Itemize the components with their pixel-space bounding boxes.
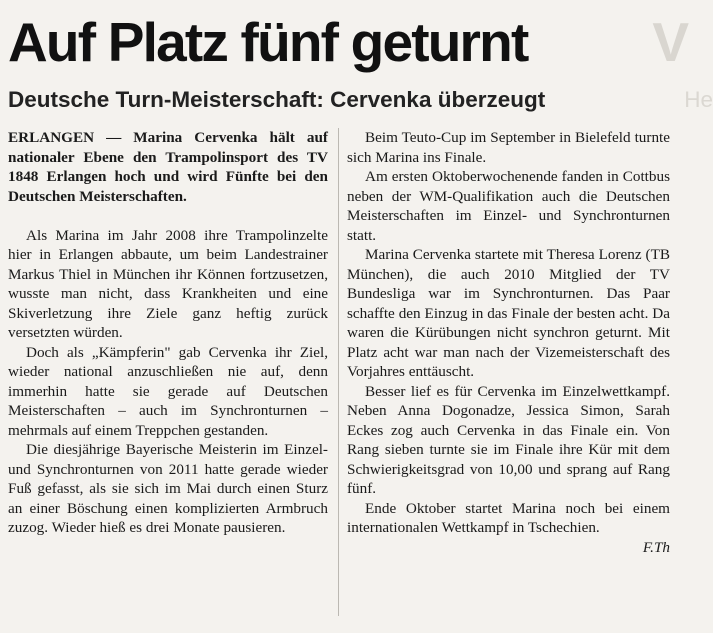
article-lead: ERLANGEN — Marina Cervenka hält auf nationaler Ebene den Trampolinsport des TV 1848 Erlangen hoch und wird Fünfte bei den Deutschen Meisterschaften. — [8, 129, 328, 205]
article-paragraph: Die diesjährige Bayerische Meisterin im Einzel- und Synchronturnen von 2011 hatte gerade wieder Fuß gefasst, als sie sich im Mai durch einen Sturz an einer Böschung einen komplizierten Armbruch zuzog. Wieder hieß es drei Monate pausieren. — [8, 441, 328, 536]
article-paragraph: Als Marina im Jahr 2008 ihre Trampolinzelte hier in Erlangen abbaute, um beim Landestrainer Markus Thiel in München ihr Können fortzusetzen, wusste man nicht, dass Krankheiten und eine Skiverletzung ihre Ziele ganz heftig zurück versetzten würden. — [8, 226, 328, 341]
article-paragraph: Doch als „Kämpferin" gab Cervenka ihr Ziel, wieder national anzuschließen nie auf, denn immerhin hatte sie gerade auf Deutschen Meisterschaften – auch im Synchronturnen – mehrmals auf einem Treppchen gestanden. — [8, 343, 328, 439]
article-paragraph: Am ersten Oktoberwochenende fanden in Cottbus neben der WM-Qualifikation auch die Deutschen Meisterschaften im Einzel- und Synchronturnen statt. — [347, 168, 670, 244]
article-column-right — [347, 128, 670, 557]
article-paragraph: Ende Oktober startet Marina noch bei einem internationalen Wettkampf in Tschechien. — [347, 499, 670, 536]
author-signature: F.Th — [642, 538, 670, 556]
adjacent-article-fragment-sub: He — [684, 87, 713, 112]
article-column-left — [8, 128, 328, 538]
article-paragraph: Beim Teuto-Cup im September in Bielefeld turnte sich Marina ins Finale. — [347, 129, 670, 166]
article-subheadline: Deutsche Turn-Meisterschaft: Cervenka überzeugt — [8, 87, 546, 112]
adjacent-article-fragment: V — [652, 11, 689, 73]
article-paragraph: Besser lief es für Cervenka im Einzelwettkampf. Neben Anna Dogonadze, Jessica Simon, Sarah Eckes zog auch Cervenka in das Finale ein. Von Rang sieben turnte sie im Finale ihre Kür mit dem Schwierigkeitsgrad von 10,00 und sprang auf Rang fünf. — [347, 382, 670, 497]
column-divider — [338, 128, 339, 616]
article-headline: Auf Platz fünf geturnt — [8, 11, 528, 73]
article-paragraph: Marina Cervenka startete mit Theresa Lorenz (TB München), die auch 2010 Mitglied der TV Bundesliga war im Synchronturnen. Das Paar schaffte den Einzug in das Finale der besten acht. Da waren die Kürübungen nicht synchron geturnt. Mit Platz acht war man nach der Vizemeisterschaft des Vorjahres enttäuscht. — [347, 246, 670, 380]
